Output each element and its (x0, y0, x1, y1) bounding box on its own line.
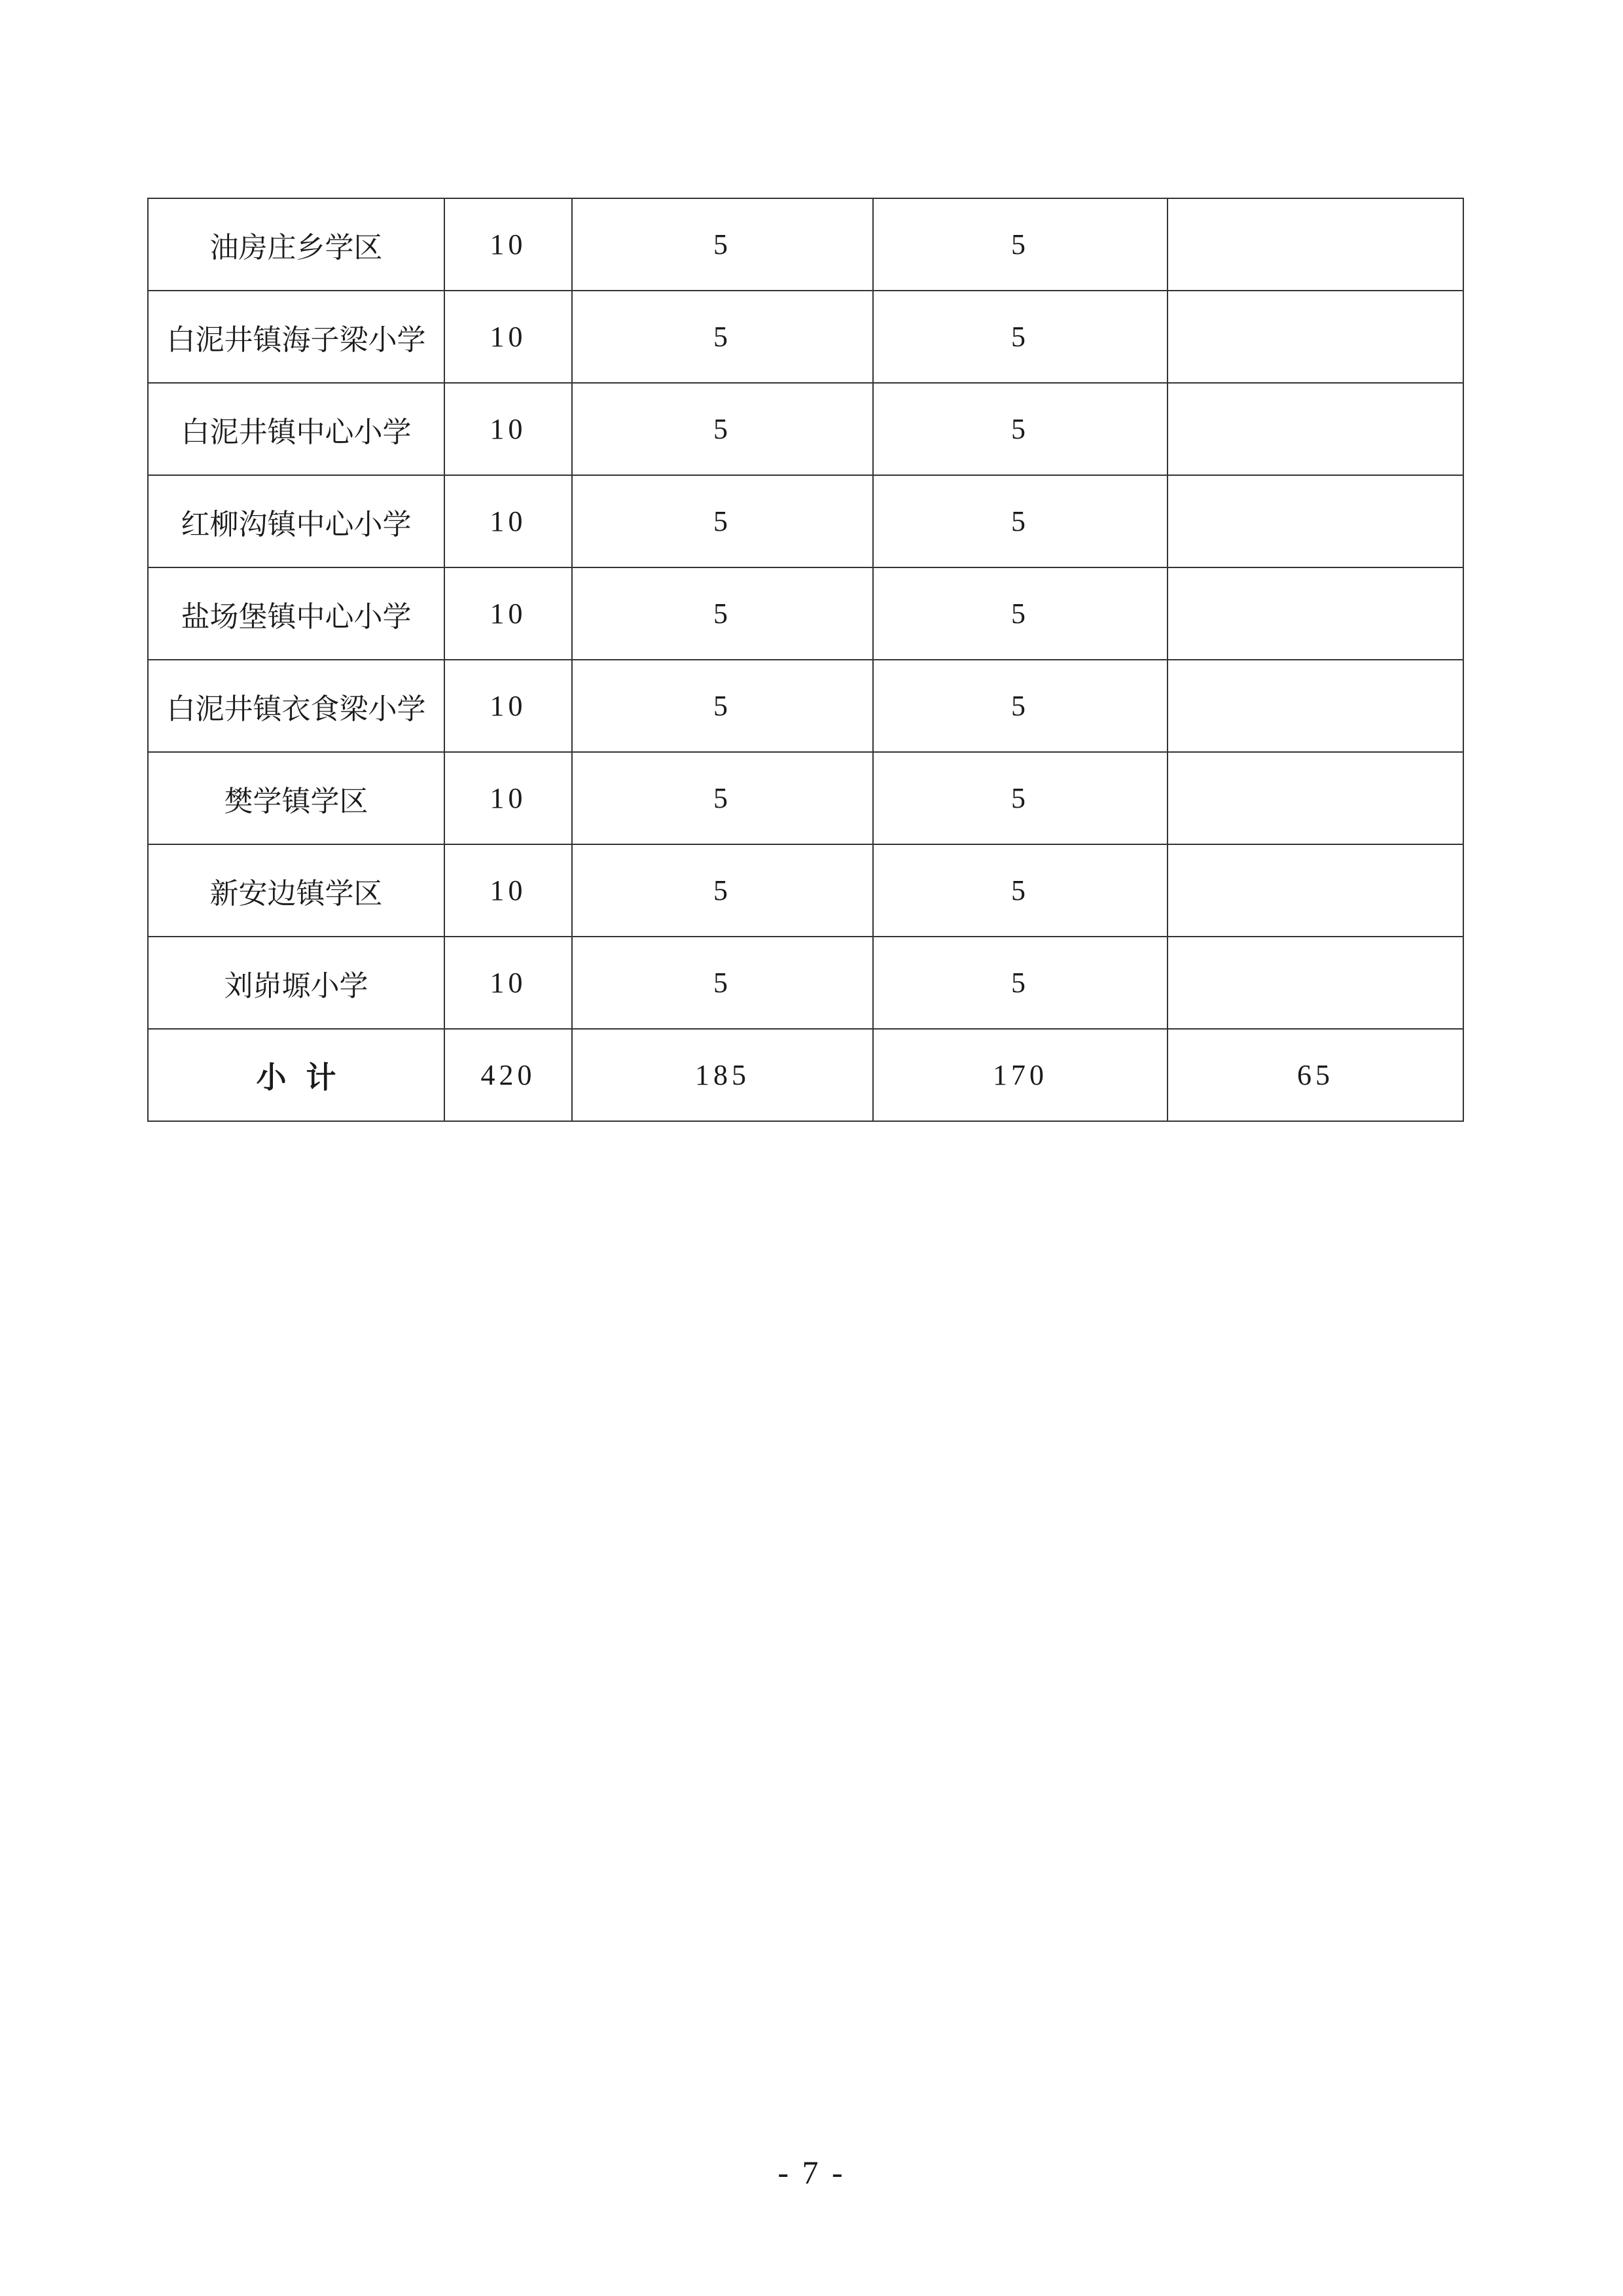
school-name-cell: 白泥井镇衣食梁小学 (148, 660, 444, 752)
total-cell: 10 (444, 844, 572, 937)
value-cell-2: 5 (873, 475, 1168, 567)
table-row (148, 567, 1463, 660)
subtotal-row (148, 1029, 1463, 1121)
school-name-cell: 刘峁塬小学 (148, 937, 444, 1029)
school-name-cell: 樊学镇学区 (148, 752, 444, 844)
total-cell: 10 (444, 660, 572, 752)
value-cell-1: 5 (572, 383, 873, 475)
value-cell-3 (1168, 198, 1463, 291)
value-cell-2: 5 (873, 937, 1168, 1029)
value-cell-2: 5 (873, 383, 1168, 475)
total-cell: 10 (444, 937, 572, 1029)
value-cell-3 (1168, 383, 1463, 475)
value-cell-2: 5 (873, 660, 1168, 752)
school-name-cell: 油房庄乡学区 (148, 198, 444, 291)
allocation-table-container (147, 198, 1463, 1122)
value-cell-2: 5 (873, 752, 1168, 844)
school-name-cell: 盐场堡镇中心小学 (148, 567, 444, 660)
school-name-cell: 白泥井镇海子梁小学 (148, 291, 444, 383)
subtotal-value-cell-3: 65 (1168, 1029, 1463, 1121)
subtotal-value-cell-1: 185 (572, 1029, 873, 1121)
value-cell-3 (1168, 937, 1463, 1029)
value-cell-2: 5 (873, 291, 1168, 383)
school-name-cell: 红柳沟镇中心小学 (148, 475, 444, 567)
table-row (148, 752, 1463, 844)
value-cell-1: 5 (572, 844, 873, 937)
school-name-cell: 新安边镇学区 (148, 844, 444, 937)
total-cell: 10 (444, 475, 572, 567)
value-cell-2: 5 (873, 567, 1168, 660)
total-cell: 10 (444, 752, 572, 844)
subtotal-total-cell: 420 (444, 1029, 572, 1121)
value-cell-2: 5 (873, 844, 1168, 937)
value-cell-1: 5 (572, 291, 873, 383)
value-cell-3 (1168, 291, 1463, 383)
page-number: - 7 - (777, 2154, 846, 2191)
value-cell-1: 5 (572, 937, 873, 1029)
value-cell-3 (1168, 752, 1463, 844)
value-cell-2: 5 (873, 198, 1168, 291)
value-cell-1: 5 (572, 198, 873, 291)
total-cell: 10 (444, 567, 572, 660)
total-cell: 10 (444, 198, 572, 291)
value-cell-3 (1168, 475, 1463, 567)
table-row (148, 198, 1463, 291)
value-cell-1: 5 (572, 752, 873, 844)
value-cell-3 (1168, 660, 1463, 752)
subtotal-label: 小计 (148, 1029, 444, 1121)
allocation-table (147, 198, 1464, 1122)
total-cell: 10 (444, 383, 572, 475)
value-cell-1: 5 (572, 567, 873, 660)
table-row (148, 291, 1463, 383)
value-cell-3 (1168, 844, 1463, 937)
table-row (148, 844, 1463, 937)
value-cell-1: 5 (572, 660, 873, 752)
table-row (148, 383, 1463, 475)
school-name-cell: 白泥井镇中心小学 (148, 383, 444, 475)
value-cell-3 (1168, 567, 1463, 660)
total-cell: 10 (444, 291, 572, 383)
table-row (148, 937, 1463, 1029)
table-row (148, 475, 1463, 567)
subtotal-value-cell-2: 170 (873, 1029, 1168, 1121)
table-row (148, 660, 1463, 752)
value-cell-1: 5 (572, 475, 873, 567)
